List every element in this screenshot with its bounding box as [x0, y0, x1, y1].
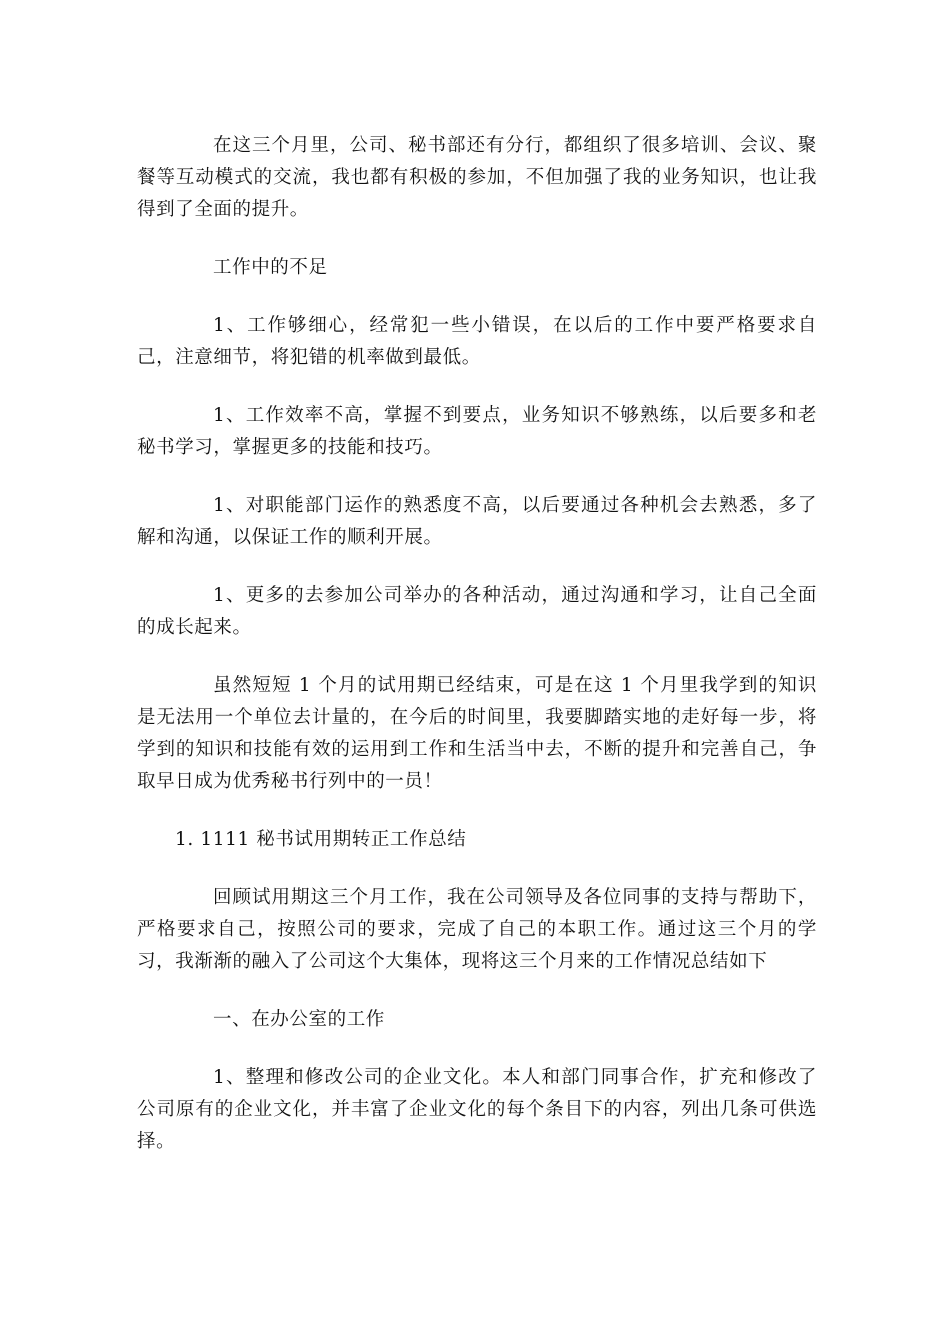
- paragraph-shortcoming-2: 1、工作效率不高，掌握不到要点，业务知识不够熟练，以后要多和老秘书学习，掌握更多的技能和技巧。: [137, 405, 817, 458]
- paragraph-shortcoming-3: 1、对职能部门运作的熟悉度不高，以后要通过各种机会去熟悉，多了解和沟通，以保证工作的顺利开展。: [137, 495, 817, 548]
- section-heading: 1. 1111 秘书试用期转正工作总结: [175, 829, 467, 850]
- paragraph-shortcoming-1: 1、工作够细心，经常犯一些小错误，在以后的工作中要严格要求自己，注意细节，将犯错的机率做到最低。: [137, 315, 817, 368]
- paragraph-office-work-title: 一、在办公室的工作: [213, 1009, 385, 1030]
- document-body: [137, 130, 817, 1184]
- paragraph-office-work-1: 1、整理和修改公司的企业文化。本人和部门同事合作，扩充和修改了公司原有的企业文化，并丰富了企业文化的每个条目下的内容，列出几条可供选择。: [137, 1067, 817, 1152]
- paragraph-conclusion: 虽然短短 1 个月的试用期已经结束，可是在这 1 个月里我学到的知识是无法用一个单位去计量的，在今后的时间里，我要脚踏实地的走好每一步，将学到的知识和技能有效的运用到工作和生活当中去，不断的提升和完善自己，争取早日成为优秀秘书行列中的一员！: [137, 675, 817, 792]
- paragraph-shortcomings-title: 工作中的不足: [213, 257, 328, 278]
- paragraph-shortcoming-4: 1、更多的去参加公司举办的各种活动，通过沟通和学习，让自己全面的成长起来。: [137, 585, 817, 638]
- paragraph-review: 回顾试用期这三个月工作，我在公司领导及各位同事的支持与帮助下，严格要求自己，按照公司的要求，完成了自己的本职工作。通过这三个月的学习，我渐渐的融入了公司这个大集体，现将这三个月来的工作情况总结如下: [137, 887, 817, 972]
- paragraph-training: 在这三个月里，公司、秘书部还有分行，都组织了很多培训、会议、聚餐等互动模式的交流，我也都有积极的参加，不但加强了我的业务知识，也让我得到了全面的提升。: [137, 135, 817, 220]
